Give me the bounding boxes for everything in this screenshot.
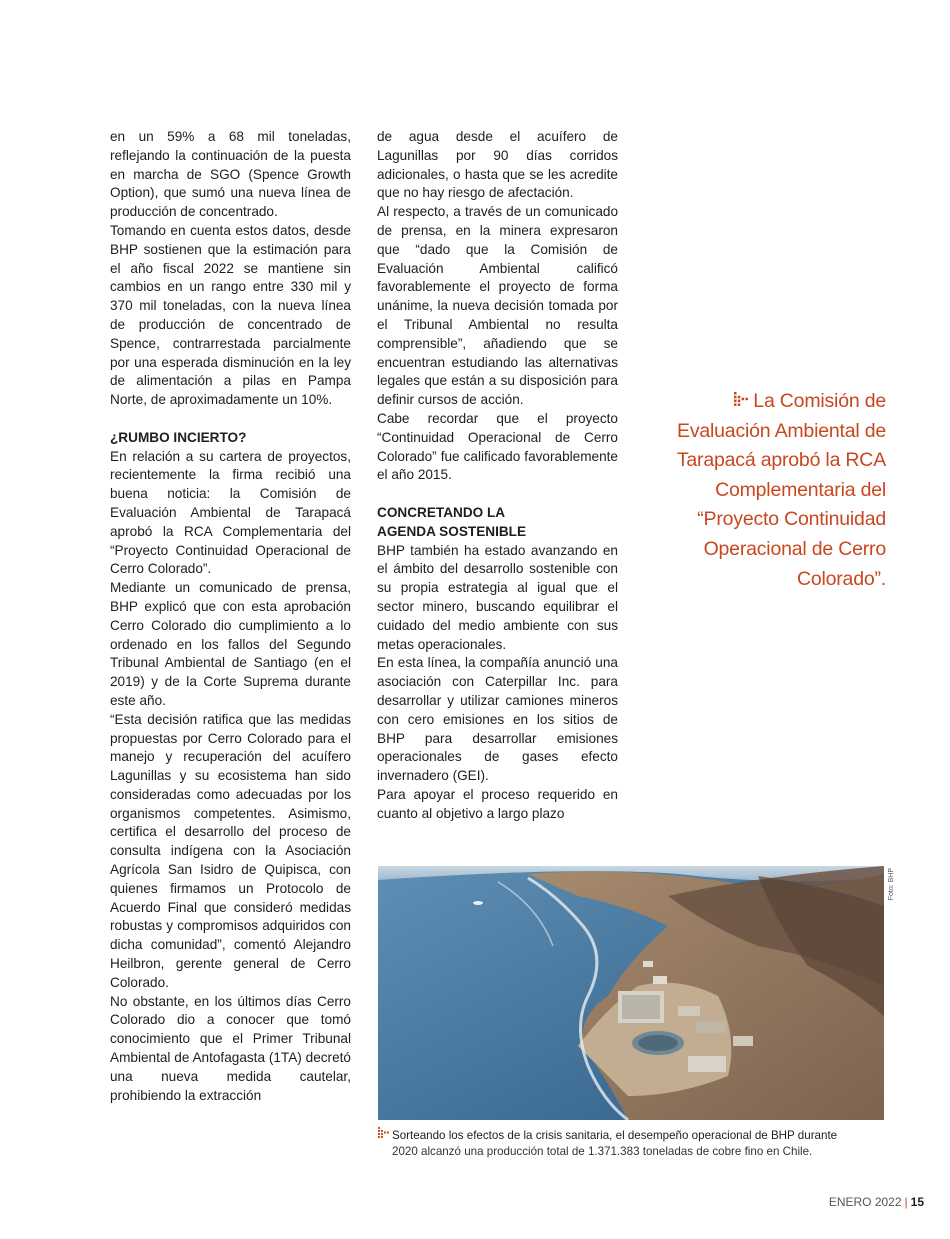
article-column-1 [110, 128, 351, 1105]
photo-credit: Foto: BHP [888, 868, 895, 901]
paragraph: Cabe recordar que el proyecto “Continuidad Operacional de Cerro Colorado” fue calificado favorablemente el año 2015. [377, 410, 618, 483]
dots-arrow-icon [734, 386, 748, 416]
pull-quote-text: La Comisión de Evaluación Ambiental de Tarapacá aprobó la RCA Complementaria del “Proyecto Continuidad Operacional de Cerro Colorado”. [676, 390, 886, 590]
paragraph: BHP también ha estado avanzando en el ámbito del desarrollo sostenible con su propia estrategia al igual que el sector minero, buscando equilibrar el cuidado del medio ambiente con sus metas operacionales. [377, 542, 618, 652]
paragraph: Al respecto, a través de un comunicado de prensa, en la minera expresaron que “dado que la Comisión de Evaluación Ambiental calificó favorablemente el proyecto de forma unánime, la nueva decisión tomada por el Tribunal Ambiental no resulta comprensible”, añadiendo que se encuentran estudiando las alternativas legales que están a su disposición para definir cursos de acción. [377, 204, 618, 408]
paragraph: Tomando en cuenta estos datos, desde BHP sostienen que la estimación para el año fiscal 2022 se mantiene sin cambios en un rango entre 330 mil y 370 mil toneladas, con la nueva línea de producción de concentrado de Spence, contrarrestada parcialmente por una esperada disminución en la ley de alimentación a pilas en Pampa Norte, de aproximadamente un 10%. [110, 222, 351, 408]
section-heading: CONCRETANDO LA AGENDA SOSTENIBLE [377, 504, 527, 539]
page-footer [829, 1195, 924, 1209]
paragraph: Para apoyar el proceso requerido en cuanto al objetivo a largo plazo [377, 786, 618, 821]
paragraph: de agua desde el acuífero de Lagunillas por 90 días corridos adicionales, o hasta que se les acredite que no hay riesgo de afectación. [377, 129, 618, 201]
paragraph: “Esta decisión ratifica que las medidas propuestas por Cerro Colorado para el manejo y recuperación del acuífero Lagunillas y su ecosistema han sido consideradas como adecuadas por los organismos competentes. Asimismo, certifica el desarrollo del proceso de consulta indígena con la Asociación Agrícola San Isidro de Quipisca, con quienes firmamos un Protocolo de Acuerdo Final que consideró medidas robustas y compromisos adquiridos con dicha comunidad”, comentó Alejandro Heilbron, gerente general de Cerro Colorado. [110, 711, 351, 990]
paragraph: No obstante, en los últimos días Cerro Colorado dio a conocer que tomó conocimiento que el Primer Tribunal Ambiental de Antofagasta (1TA) decretó una nueva medida cautelar, prohibiendo la extracción [110, 993, 351, 1103]
dots-arrow-icon [378, 1127, 389, 1143]
paragraph: Mediante un comunicado de prensa, BHP explicó que con esta aprobación Cerro Colorado dio cumplimiento a lo ordenado en los fallos del Segundo Tribunal Ambiental de Santiago (en el 2019) y de la Corte Suprema durante este año. [110, 580, 351, 708]
paragraph: en un 59% a 68 mil toneladas, reflejando la continuación de la puesta en marcha de SGO (Spence Growth Option), que sumó una nueva línea de producción de concentrado. [110, 129, 351, 220]
issue-date: ENERO 2022 [828, 1195, 902, 1209]
section-heading: ¿RUMBO INCIERTO? [110, 429, 247, 445]
divider: | [904, 1195, 908, 1209]
caption-line-2: 2020 alcanzó una producción total de 1.371.383 toneladas de cobre fino en Chile. [392, 1144, 813, 1158]
article-column-2 [377, 128, 618, 823]
paragraph: En esta línea, la compañía anunció una asociación con Caterpillar Inc. para desarrollar y utilizar camiones mineros con cero emisiones en los sitios de BHP para desarrollar emisiones operacionales de gases efecto invernadero (GEI). [377, 655, 618, 784]
mine-aerial-photo [378, 866, 884, 1120]
photo-caption [378, 1127, 890, 1159]
paragraph: En relación a su cartera de proyectos, recientemente la firma recibió una buena noticia: la Comisión de Evaluación Ambiental de Tarapacá aprobó la RCA Complementaria del “Proyecto Continuidad Operacional de Cerro Colorado”. [110, 448, 351, 577]
page-number: 15 [910, 1195, 924, 1209]
caption-line-1: Sorteando los efectos de la crisis sanitaria, el desempeño operacional de BHP durante [392, 1129, 838, 1142]
pull-quote [650, 386, 886, 594]
